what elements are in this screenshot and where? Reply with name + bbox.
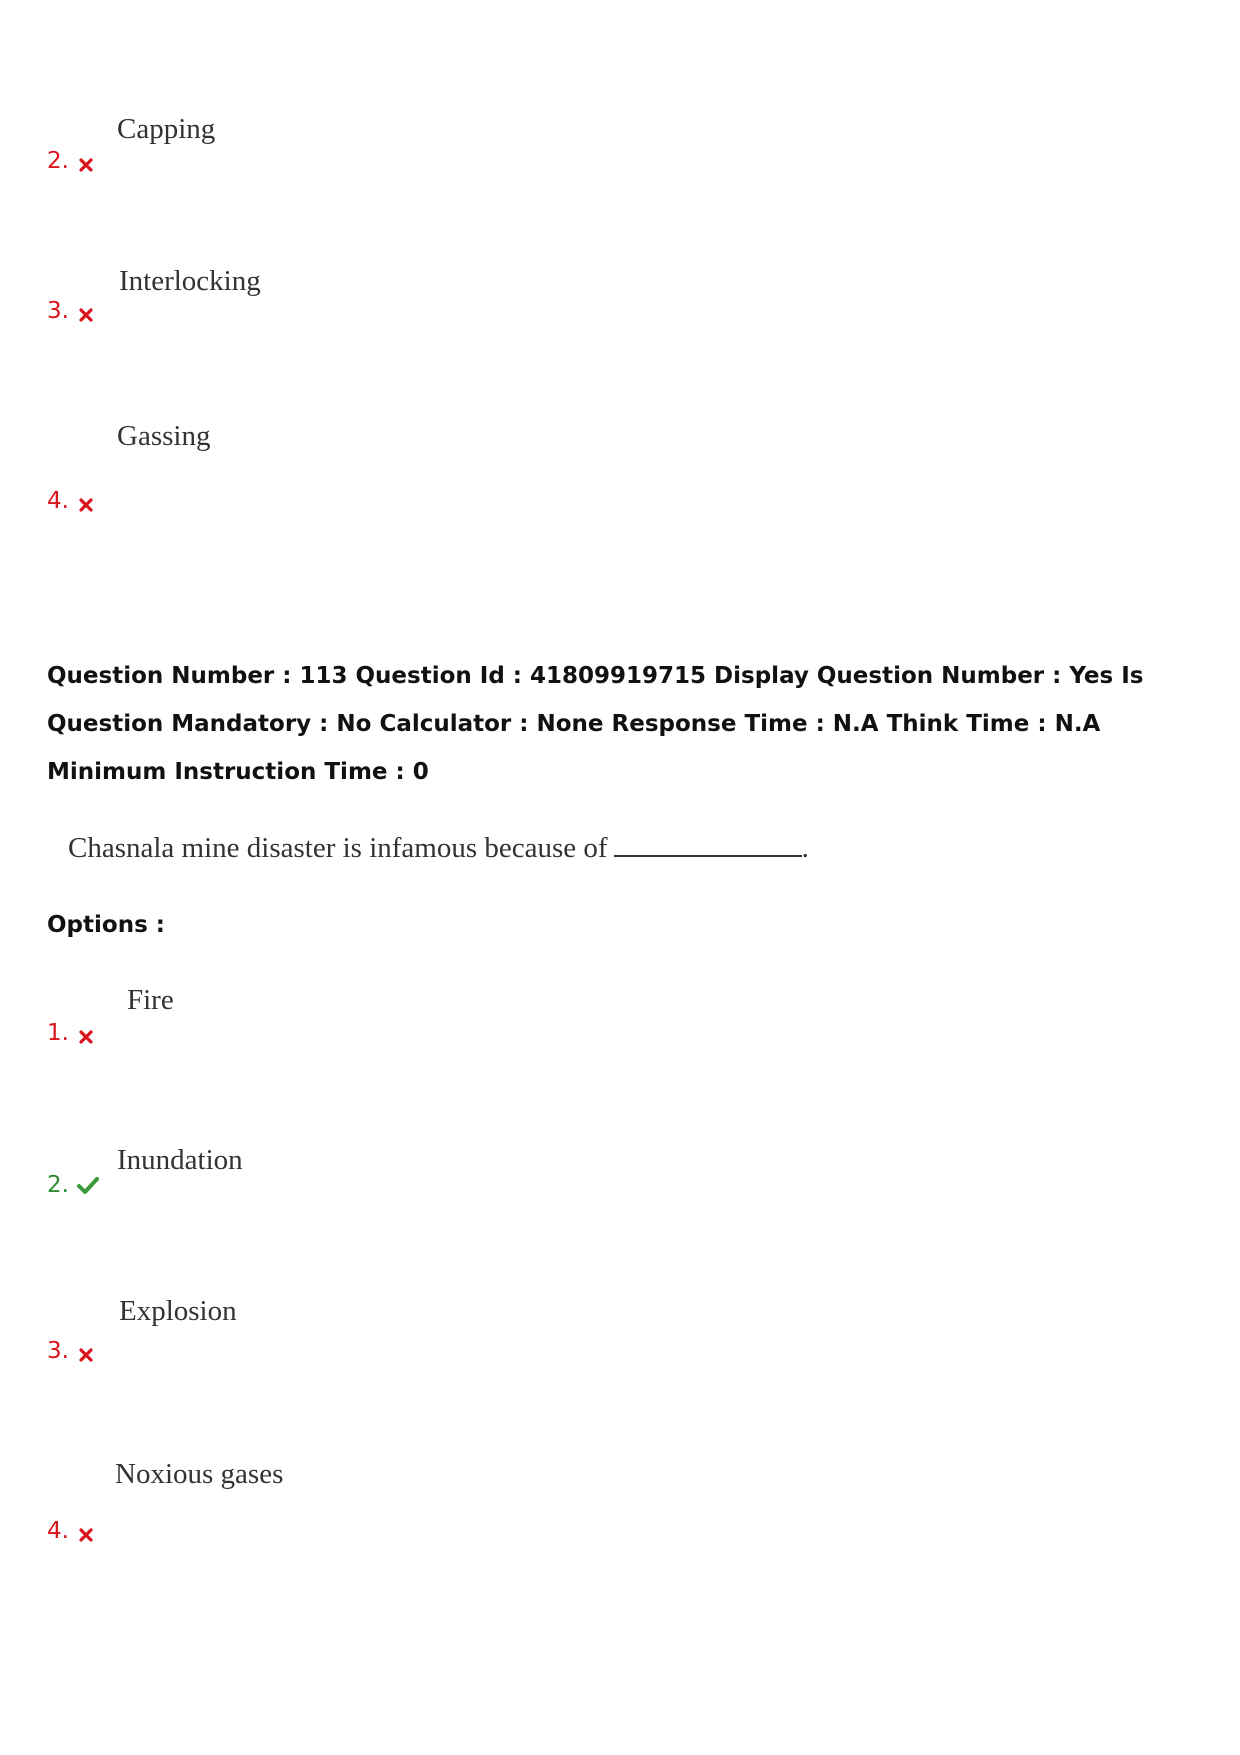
prev-option-2-number: 2. [47, 148, 69, 174]
cross-mark-icon [78, 1347, 94, 1363]
cross-mark-icon [78, 1527, 94, 1543]
prev-option-4-text: Gassing [117, 420, 211, 452]
option-1-text: Fire [127, 984, 174, 1016]
option-4-number: 4. [47, 1518, 69, 1544]
prev-option-2-text: Capping [117, 113, 216, 145]
prev-option-3-text: Interlocking [119, 265, 261, 297]
options-label: Options : [47, 912, 165, 938]
answer-blank [614, 833, 802, 857]
cross-mark-icon [78, 307, 94, 323]
question-text [68, 832, 809, 865]
option-1-number: 1. [47, 1020, 69, 1046]
prev-option-4-number: 4. [47, 488, 69, 514]
question-header: Question Number : 113 Question Id : 41809919715 Display Question Number : Yes Is Question Mandatory : No Calculator : None Response Time : N.A Think Time : N.A Minimum Instruction Time : 0 [47, 663, 1144, 785]
cross-mark-icon [78, 497, 94, 513]
cross-mark-icon [78, 157, 94, 173]
option-3-text: Explosion [119, 1295, 237, 1327]
question-text-end: . [801, 832, 809, 864]
option-3-number: 3. [47, 1338, 69, 1364]
option-2-text: Inundation [117, 1144, 243, 1176]
prev-option-3-number: 3. [47, 298, 69, 324]
check-mark-icon [76, 1175, 100, 1197]
option-2-number: 2. [47, 1172, 69, 1198]
cross-mark-icon [78, 1029, 94, 1045]
option-4-text: Noxious gases [115, 1458, 284, 1490]
question-text-body: Chasnala mine disaster is infamous because of [68, 832, 608, 864]
